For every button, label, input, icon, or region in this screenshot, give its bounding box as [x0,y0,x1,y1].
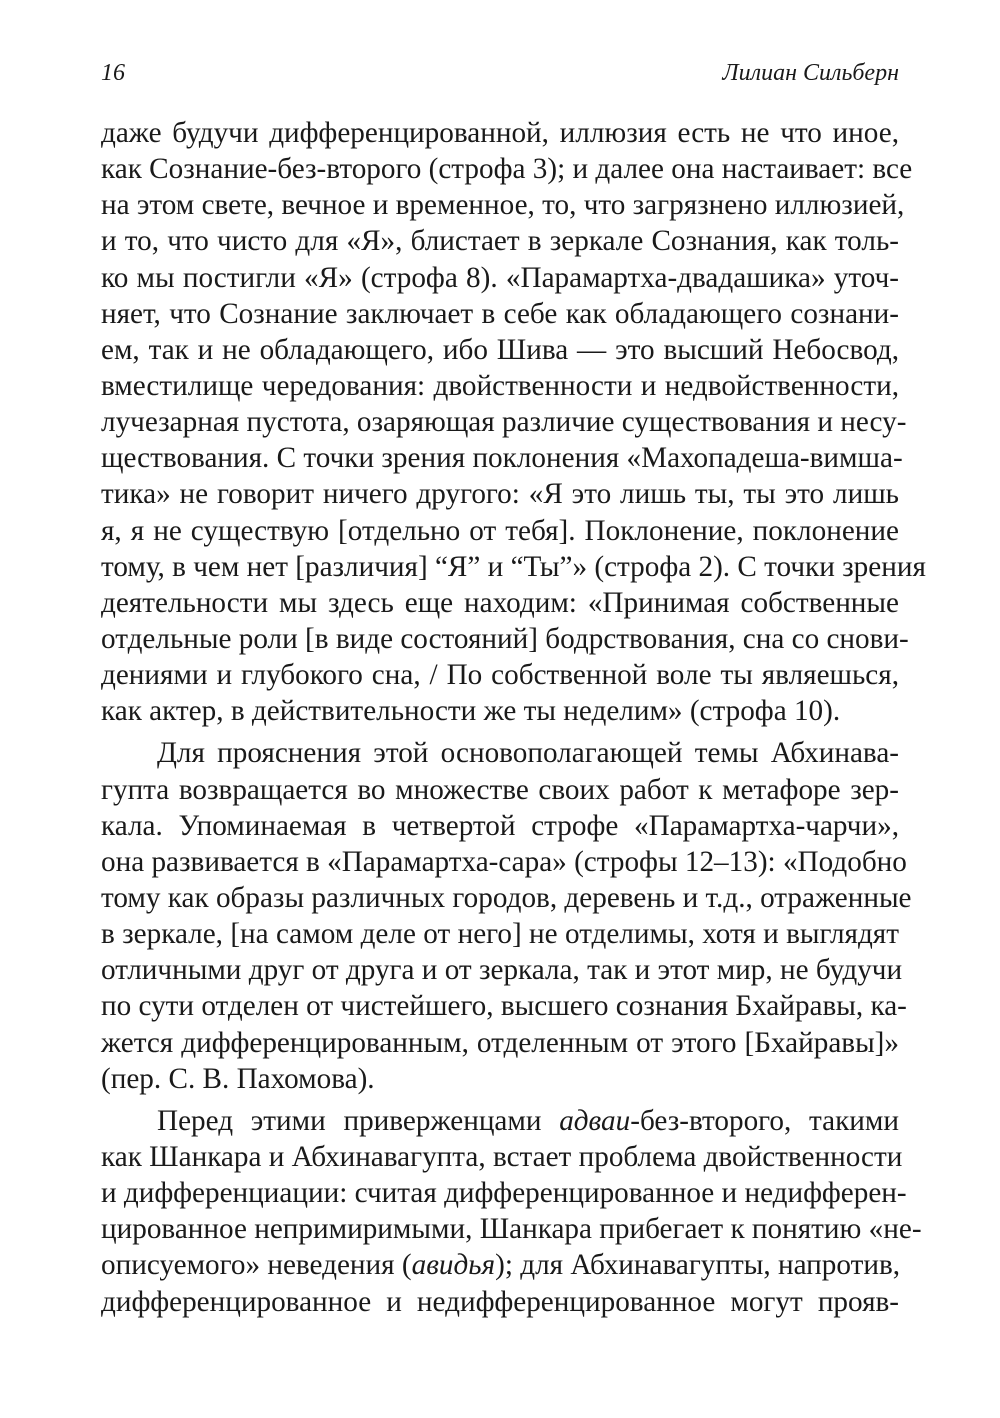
text-line: ществования. С точки зрения поклонения «Махопадеша-вимша- [101,442,903,475]
text-line: тому, в чем нет [различия] “Я” и “Ты”» (строфа 2). С точки зрения [101,550,926,583]
text-line: жется дифференцированным, отделенным от этого [Бхайравы]» [101,1026,899,1059]
text-line: она развивается в «Парамартха-сара» (строфы 12–13): «Подобно [101,845,907,878]
text-fragment: Перед этими приверженцами [157,1104,560,1137]
page-number: 16 [101,60,125,86]
text-line: деятельности мы здесь еще находим: «Принимая собственные [101,586,899,619]
paragraph-2 [101,735,912,1096]
text-line: гупта возвращается во множестве своих работ к метафоре зер- [101,773,899,806]
text-line: вместилище чередования: двойственности и недвойственности, [101,369,899,402]
text-line: тому как образы различных городов, деревень и т.д., отраженные [101,881,912,914]
text-fragment: ); для Абхинавагупты, напротив, [495,1249,901,1282]
term-avidya: авидья [411,1249,496,1282]
paragraph-1 [101,115,926,729]
text-line [101,1103,899,1139]
text-line: цированное непримиримыми, Шанкара прибегает к понятию «не- [101,1213,922,1246]
text-line: как Шанкара и Абхинавагупта, встает проблема двойственности [101,1140,903,1173]
text-line: на этом свете, вечное и временное, то, что загрязнено иллюзией, [101,189,905,222]
text-line: тика» не говорит ничего другого: «Я это лишь ты, ты это лишь [101,478,899,511]
text-line: няет, что Сознание заключает в себе как обладающего сознани- [101,297,899,330]
running-header [101,58,899,88]
text-line: кала. Упоминаемая в четвертой строфе «Парамартха-чарчи», [101,809,899,842]
body-text [101,115,926,1320]
text-line: ем, так и не обладающего, ибо Шива — это высший Небосвод, [101,333,899,366]
text-line: как актер, в действительности же ты неделим» (строфа 10). [101,695,841,728]
text-line: я, я не существую [отдельно от тебя]. Поклонение, поклонение [101,514,899,547]
text-line: отличными друг от друга и от зеркала, так и этот мир, не будучи [101,954,903,987]
text-line: лучезарная пустота, озаряющая различие существования и несу- [101,406,907,439]
text-line: по сути отделен от чистейшего, высшего сознания Бхайравы, ка- [101,990,907,1023]
text-line [101,1247,899,1283]
text-line: (пер. С. В. Пахомова). [101,1062,375,1095]
text-line: даже будучи дифференцированной, иллюзия есть не что иное, [101,117,899,149]
text-line: дифференцированное и недифференцированное могут прояв- [101,1285,899,1318]
text-line: ко мы постигли «Я» (строфа 8). «Парамартха-двадашика» уточ- [101,261,899,294]
text-line: в зеркале, [на самом деле от него] не отделимы, хотя и выглядят [101,918,899,951]
text-line: и дифференциации: считая дифференцированное и недифферен- [101,1177,907,1210]
text-fragment: описуемого» неведения ( [101,1249,412,1282]
text-fragment: -без-второго, такими [630,1104,899,1137]
text-line: отдельные роли [в виде состояний] бодрствования, сна со снови- [101,622,909,655]
term-advai: адваи [559,1104,631,1137]
text-line: и то, что чисто для «Я», блистает в зеркале Сознания, как толь- [101,225,899,258]
running-header-author: Лилиан Сильберн [722,60,899,86]
text-line: дениями и глубокого сна, / По собственной воле ты являешься, [101,659,899,692]
text-line: Для прояснения этой основополагающей темы Абхинава- [157,737,899,770]
text-line: как Сознание-без-второго (строфа 3); и далее она настаивает: все [101,153,913,186]
paragraph-3 [101,1103,922,1320]
